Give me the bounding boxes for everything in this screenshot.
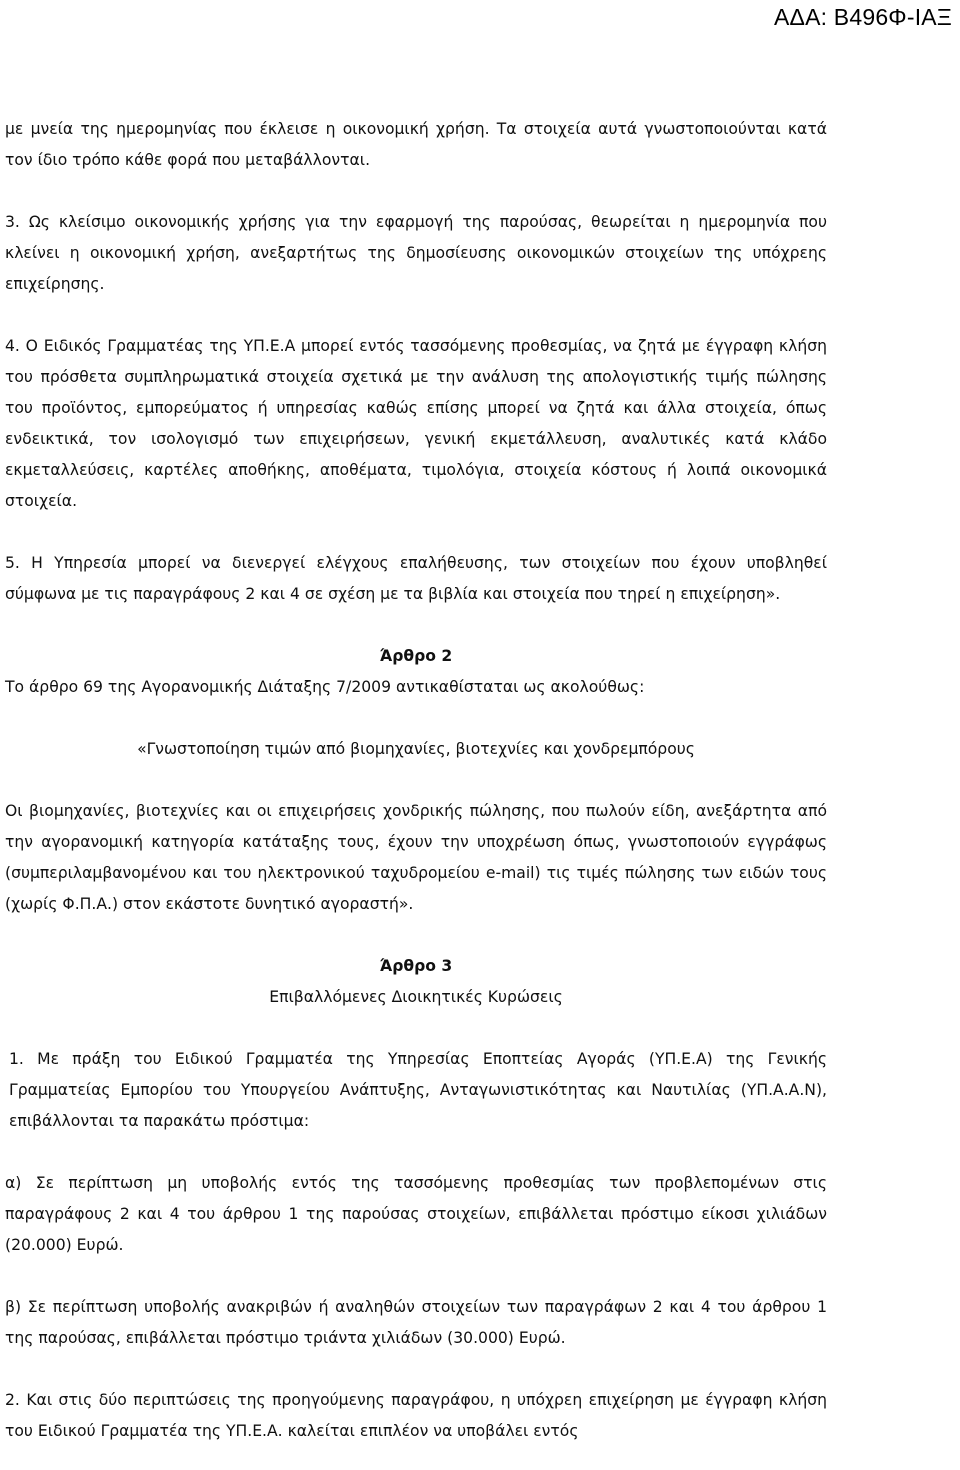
article-2-quote-title: «Γνωστοποίηση τιμών από βιομηχανίες, βιοτεχνίες και χονδρεμπόρους xyxy=(137,740,695,758)
ada-code: ΑΔΑ: Β496Φ-ΙΑΞ xyxy=(773,4,952,30)
document-body xyxy=(5,114,827,1447)
paragraph-intro: με μνεία της ημερομηνίας που έκλεισε η οικονομική χρήση. Τα στοιχεία αυτά γνωστοποιούνται κατά τον ίδιο τρόπο κάθε φορά που μεταβάλλονται. xyxy=(5,120,827,169)
paragraph-4: 4. Ο Ειδικός Γραμματέας της ΥΠ.Ε.Α μπορεί εντός τασσόμενης προθεσμίας, να ζητά με έγγραφη κλήση του πρόσθετα συμπληρωματικά στοιχεία σχετικά με την ανάλυση της απολογιστικής τιμής πώλησης του προϊόντος, εμπορεύματος ή υπηρεσίας καθώς επίσης μπορεί να ζητά και άλλα στοιχεία, όπως ενδεικτικά, τον ισολογισμό των επιχειρήσεων, γενική εκμετάλλευση, αναλυτικές κατά κλάδο εκμεταλλεύσεις, καρτέλες αποθήκης, αποθέματα, τιμολόγια, στοιχεία κόστους ή λοιπά οικονομικά στοιχεία. xyxy=(5,337,827,510)
article-3-subtitle: Επιβαλλόμενες Διοικητικές Κυρώσεις xyxy=(269,988,563,1006)
article-3-paragraph-a: α) Σε περίπτωση μη υποβολής εντός της τασσόμενης προθεσμίας των προβλεπομένων στις παραγράφους 2 και 4 του άρθρου 1 της παρούσας στοιχείων, επιβάλλεται πρόστιμο είκοσι χιλιάδων (20.000) Ευρώ. xyxy=(5,1174,827,1254)
paragraph-3: 3. Ως κλείσιμο οικονομικής χρήσης για την εφαρμογή της παρούσας, θεωρείται η ημερομηνία που κλείνει η οικονομική χρήση, ανεξαρτήτως της δημοσίευσης οικονομικών στοιχείων της υπόχρεης επιχείρησης. xyxy=(5,213,827,293)
article-3-paragraph-2: 2. Και στις δύο περιπτώσεις της προηγούμενης παραγράφου, η υπόχρεη επιχείρηση με έγγραφη κλήση του Ειδικού Γραμματέα της ΥΠ.Ε.Α. καλείται επιπλέον να υποβάλει εντός xyxy=(5,1391,827,1440)
article-2-intro: Το άρθρο 69 της Αγορανομικής Διάταξης 7/2009 αντικαθίσταται ως ακολούθως: xyxy=(5,678,645,696)
article-3-paragraph-b: β) Σε περίπτωση υποβολής ανακριβών ή αναληθών στοιχείων των παραγράφων 2 και 4 του άρθρου 1 της παρούσας, επιβάλλεται πρόστιμο τριάντα χιλιάδων (30.000) Ευρώ. xyxy=(5,1298,827,1347)
article-2-body: Οι βιομηχανίες, βιοτεχνίες και οι επιχειρήσεις χονδρικής πώλησης, που πωλούν είδη, ανεξάρτητα από την αγορανομική κατηγορία κατάταξης τους, έχουν την υποχρέωση όπως, γνωστοποιούν εγγράφως (συμπεριλαμβανομένου και του ηλεκτρονικού ταχυδρομείου e-mail) τις τιμές πώλησης των ειδών τους (χωρίς Φ.Π.Α.) στον εκάστοτε δυνητικό αγοραστή». xyxy=(5,802,827,913)
article-2-title: Άρθρο 2 xyxy=(379,647,453,665)
article-3-paragraph-1: 1. Με πράξη του Ειδικού Γραμματέα της Υπηρεσίας Εποπτείας Αγοράς (ΥΠ.Ε.Α) της Γενικής Γραμματείας Εμπορίου του Υπουργείου Ανάπτυξης, Ανταγωνιστικότητας και Ναυτιλίας (ΥΠ.Α.Α.Ν), επιβάλλονται τα παρακάτω πρόστιμα: xyxy=(9,1050,827,1130)
paragraph-5: 5. Η Υπηρεσία μπορεί να διενεργεί ελέγχους επαλήθευσης, των στοιχείων που έχουν υποβληθεί σύμφωνα με τις παραγράφους 2 και 4 σε σχέση με τα βιβλία και στοιχεία που τηρεί η επιχείρηση». xyxy=(5,554,827,603)
article-3-title: Άρθρο 3 xyxy=(379,957,453,975)
